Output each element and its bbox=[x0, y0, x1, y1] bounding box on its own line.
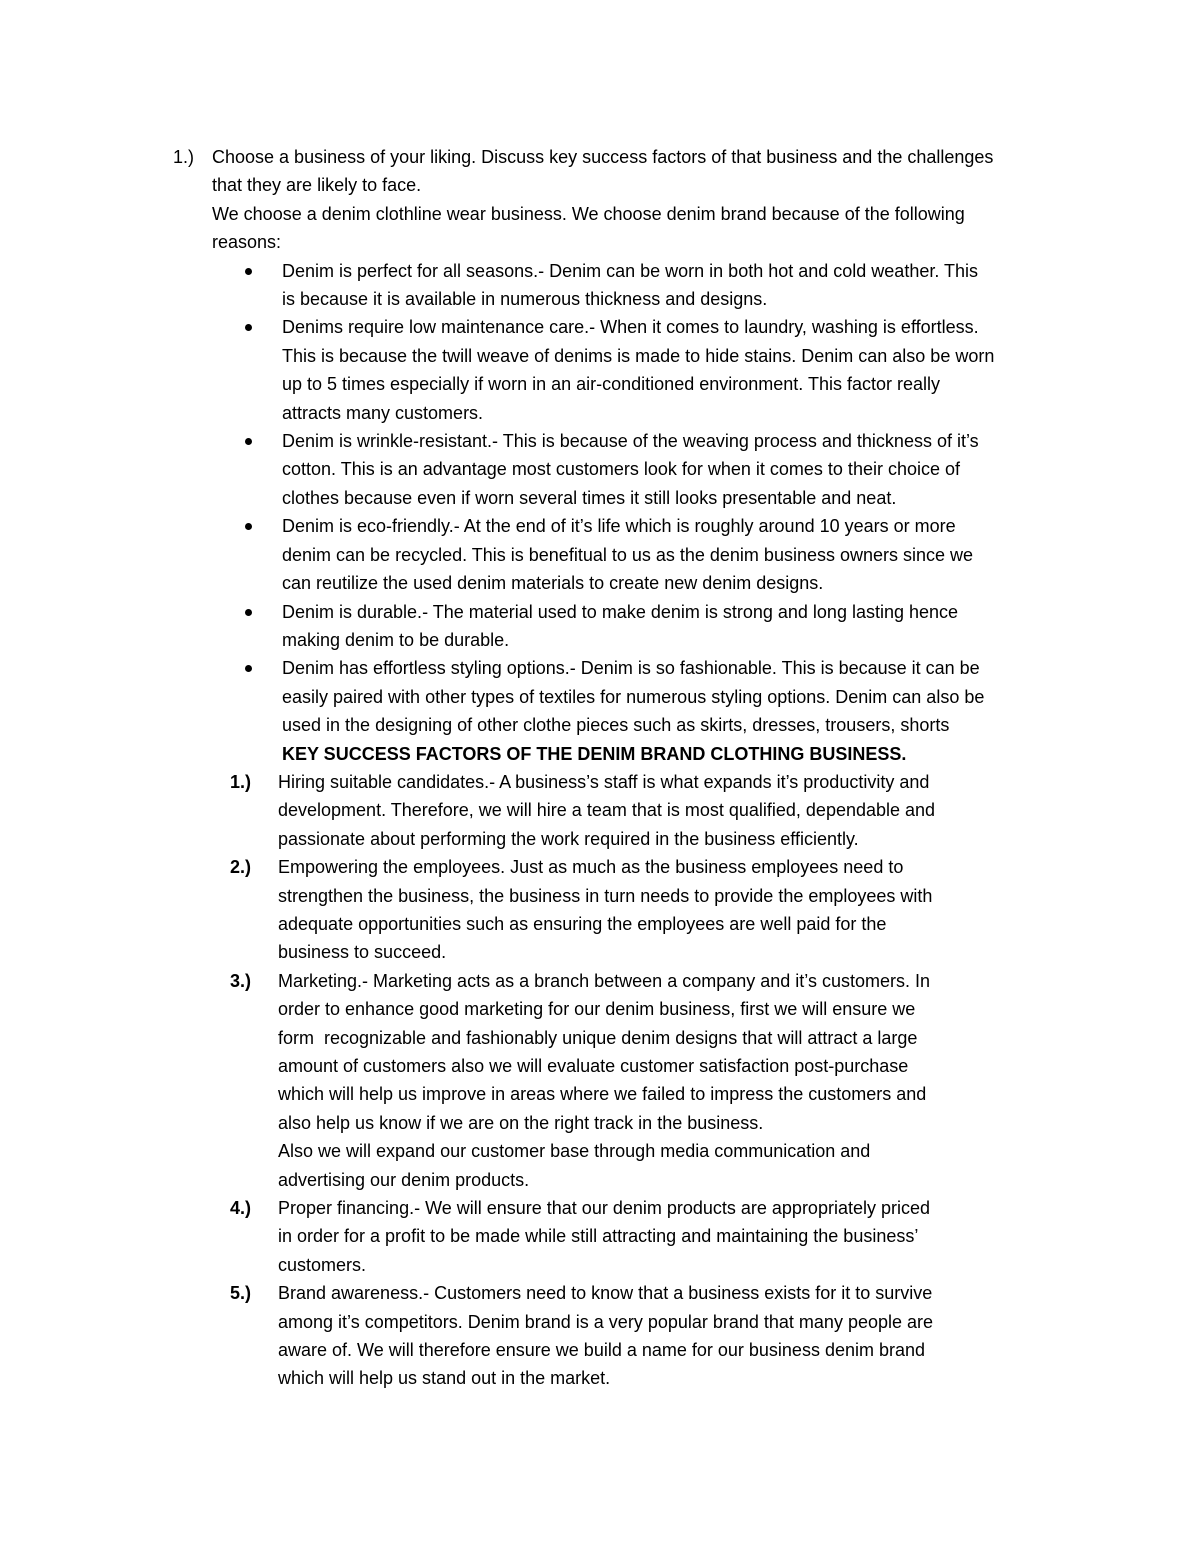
bullet-icon bbox=[245, 665, 252, 672]
item-number: 3.) bbox=[230, 970, 252, 991]
reason-line: is because it is available in numerous thickness and designs. bbox=[282, 289, 768, 310]
intro-line: We choose a denim clothline wear business. We choose denim brand because of the following bbox=[212, 203, 965, 224]
item-number: 5.) bbox=[230, 1283, 252, 1304]
reason-line: attracts many customers. bbox=[282, 402, 484, 423]
ksf-line: advertising our denim products. bbox=[278, 1169, 530, 1190]
list-item bbox=[173, 853, 1073, 967]
list-item bbox=[173, 1194, 1073, 1279]
list-item bbox=[212, 313, 1073, 427]
ksf-line: development. Therefore, we will hire a team that is most qualified, dependable and bbox=[278, 800, 936, 821]
bullet-icon bbox=[245, 438, 252, 445]
question-number: 1.) bbox=[173, 147, 195, 167]
ksf-line: form recognizable and fashionably unique denim designs that will attract a large bbox=[278, 1027, 918, 1048]
ksf-list bbox=[173, 768, 1073, 1393]
reason-line: cotton. This is an advantage most customers look for when it comes to their choice of bbox=[282, 459, 960, 480]
list-item bbox=[212, 257, 1073, 314]
ksf-line: business to succeed. bbox=[278, 942, 447, 963]
list-item bbox=[212, 598, 1073, 655]
reason-line: This is because the twill weave of denims is made to hide stains. Denim can also be worn bbox=[282, 345, 995, 366]
bullet-icon bbox=[245, 268, 252, 275]
bullet-icon bbox=[245, 609, 252, 616]
reason-line: Denim is eco-friendly.- At the end of it’s life which is roughly around 10 years or more bbox=[282, 516, 956, 537]
ksf-line: amount of customers also we will evaluate customer satisfaction post-purchase bbox=[278, 1056, 909, 1076]
reason-line: can reutilize the used denim materials to create new denim designs. bbox=[282, 573, 824, 594]
bullet-icon bbox=[245, 324, 252, 331]
ksf-line: strengthen the business, the business in turn needs to provide the employees with bbox=[278, 885, 933, 906]
ksf-line: passionate about performing the work required in the business efficiently. bbox=[278, 828, 859, 849]
ksf-line: also help us know if we are on the right track in the business. bbox=[278, 1112, 764, 1133]
reason-line: used in the designing of other clothe pieces such as skirts, dresses, trousers, shorts bbox=[282, 715, 950, 736]
ksf-line: among it’s competitors. Denim brand is a very popular brand that many people are bbox=[278, 1311, 934, 1332]
list-item bbox=[173, 768, 1073, 853]
list-item bbox=[173, 967, 1073, 1194]
question-block bbox=[173, 143, 1073, 1393]
reason-line: Denim has effortless styling options.- Denim is so fashionable. This is because it can be bbox=[282, 658, 980, 679]
ksf-heading: KEY SUCCESS FACTORS OF THE DENIM BRAND CLOTHING BUSINESS. bbox=[282, 743, 907, 764]
item-number: 2.) bbox=[230, 857, 252, 878]
question-line: Choose a business of your liking. Discuss key success factors of that business and the challenges bbox=[212, 147, 994, 167]
reason-line: Denim is perfect for all seasons.- Denim can be worn in both hot and cold weather. This bbox=[282, 260, 979, 281]
reason-line: Denims require low maintenance care.- When it comes to laundry, washing is effortless. bbox=[282, 317, 979, 338]
reason-line: Denim is wrinkle-resistant.- This is because of the weaving process and thickness of it’s bbox=[282, 431, 979, 452]
item-number: 4.) bbox=[230, 1198, 252, 1219]
ksf-line: Marketing.- Marketing acts as a branch between a company and it’s customers. In bbox=[278, 970, 930, 991]
ksf-line: in order for a profit to be made while still attracting and maintaining the business’ bbox=[278, 1226, 919, 1247]
ksf-line: Empowering the employees. Just as much as the business employees need to bbox=[278, 857, 904, 878]
reason-line: easily paired with other types of textiles for numerous styling options. Denim can also be bbox=[282, 686, 985, 707]
reason-line: Denim is durable.- The material used to make denim is strong and long lasting hence bbox=[282, 601, 959, 622]
item-number: 1.) bbox=[230, 771, 252, 792]
ksf-line: Also we will expand our customer base through media communication and bbox=[278, 1141, 871, 1162]
intro-line: reasons: bbox=[212, 232, 282, 253]
ksf-line: aware of. We will therefore ensure we build a name for our business denim brand bbox=[278, 1340, 926, 1361]
list-item bbox=[212, 654, 1073, 768]
ksf-line: which will help us stand out in the market. bbox=[278, 1368, 611, 1389]
list-item bbox=[173, 1279, 1073, 1393]
question-body bbox=[212, 143, 1073, 768]
ksf-line: order to enhance good marketing for our denim business, first we will ensure we bbox=[278, 999, 916, 1020]
reason-line: clothes because even if worn several times it still looks presentable and neat. bbox=[282, 487, 897, 508]
reason-line: making denim to be durable. bbox=[282, 629, 510, 650]
reason-line: denim can be recycled. This is benefitual to us as the denim business owners since we bbox=[282, 544, 974, 565]
ksf-line: Hiring suitable candidates.- A business’s staff is what expands it’s productivity and bbox=[278, 771, 930, 792]
question-line: that they are likely to face. bbox=[212, 175, 422, 196]
bullet-icon bbox=[245, 523, 252, 530]
reason-line: up to 5 times especially if worn in an air-conditioned environment. This factor really bbox=[282, 374, 940, 395]
list-item bbox=[212, 512, 1073, 597]
ksf-line: Proper financing.- We will ensure that our denim products are appropriately priced bbox=[278, 1198, 930, 1219]
ksf-line: Brand awareness.- Customers need to know that a business exists for it to survive bbox=[278, 1283, 933, 1304]
ksf-line: customers. bbox=[278, 1254, 367, 1275]
ksf-line: adequate opportunities such as ensuring the employees are well paid for the bbox=[278, 913, 887, 934]
reasons-list bbox=[212, 257, 1073, 768]
ksf-line: which will help us improve in areas where we failed to impress the customers and bbox=[278, 1084, 927, 1105]
list-item bbox=[212, 427, 1073, 512]
